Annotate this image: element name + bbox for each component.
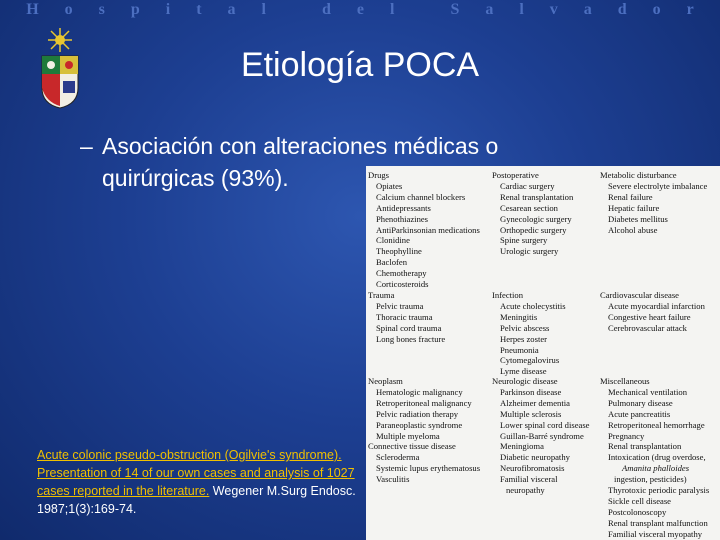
list-item: Familial visceral myopathy — [608, 528, 703, 539]
list-item: Postcolonoscopy — [608, 506, 667, 517]
section-header: Trauma — [368, 290, 395, 300]
list-item: Chemotherapy — [376, 268, 427, 279]
list-item: Cytomegalovirus — [500, 355, 560, 366]
list-item: Retroperitoneal hemorrhage — [608, 419, 705, 430]
list-item: Acute pancreatitis — [608, 408, 671, 419]
hospital-crest-logo — [36, 26, 84, 110]
hospital-header: Hospital del Salvador — [26, 1, 720, 18]
list-item: Pelvic trauma — [376, 300, 424, 311]
list-item: Meningitis — [500, 311, 538, 322]
list-item: Hepatic failure — [608, 202, 660, 213]
table-section-drugs — [368, 170, 480, 290]
list-item: Alzheimer dementia — [500, 397, 570, 408]
list-item: Lower spinal cord disease — [500, 419, 590, 430]
list-item: Alcohol abuse — [608, 224, 658, 235]
list-item: Intoxication (drug overdose, — [608, 452, 706, 463]
list-item: Severe electrolyte imbalance — [608, 180, 708, 191]
list-item: Lyme disease — [500, 366, 547, 377]
section-header: Neoplasm — [368, 376, 403, 386]
list-item: Familial visceral — [500, 474, 558, 485]
list-item: Spine surgery — [500, 235, 548, 246]
table-section-cardiovascular — [600, 290, 705, 334]
list-item: Cardiac surgery — [500, 180, 555, 191]
list-item: Meningioma — [500, 441, 544, 452]
table-section-misc — [600, 376, 709, 540]
list-item: Spinal cord trauma — [376, 322, 442, 333]
list-item: Herpes zoster — [500, 333, 548, 344]
section-header: Cardiovascular disease — [600, 290, 679, 300]
table-section-infection — [492, 290, 566, 377]
list-item: Urologic surgery — [500, 246, 559, 257]
list-item: Guillan-Barré syndrome — [500, 430, 584, 441]
list-item: Gynecologic surgery — [500, 213, 572, 224]
list-item: Amanita phalloides — [622, 463, 690, 474]
list-item: Cesarean section — [500, 202, 558, 213]
citation-link[interactable]: Acute colonic pseudo-obstruction (Ogilvie's syndrome). Presentation of 14 of our own cases and analysis of 1027 cases reported in the literature. — [37, 448, 355, 498]
list-item: Sickle cell disease — [608, 495, 671, 506]
list-item: Opiates — [376, 180, 403, 191]
list-item: Congestive heart failure — [608, 311, 691, 322]
list-item: Parkinson disease — [500, 386, 562, 397]
list-item: Pregnancy — [608, 430, 645, 441]
list-item: AntiParkinsonian medications — [376, 224, 480, 235]
section-header: Infection — [492, 290, 524, 300]
list-item: ingestion, pesticides) — [614, 474, 687, 485]
list-item: Antidepressants — [376, 202, 431, 213]
table-section-neurologic — [492, 376, 590, 496]
table-section-postoperative — [492, 170, 573, 257]
list-item: Theophylline — [376, 246, 422, 257]
list-item: Retroperitoneal malignancy — [376, 397, 472, 408]
list-item: Thoracic trauma — [376, 311, 433, 322]
list-item: Diabetes mellitus — [608, 213, 668, 224]
list-item: Thyrotoxic periodic paralysis — [608, 485, 710, 496]
list-item: Calcium channel blockers — [376, 191, 466, 202]
list-item: Neurofibromatosis — [500, 463, 565, 474]
slide-title: Etiología POCA — [240, 46, 480, 84]
table-section-trauma — [368, 290, 445, 345]
list-item: Pneumonia — [500, 344, 539, 355]
section-header: Connective tissue disease — [368, 441, 456, 452]
list-item: Renal failure — [608, 191, 653, 202]
list-item: Mechanical ventilation — [608, 386, 687, 397]
list-item: Pelvic radiation therapy — [376, 408, 459, 419]
citation-source: Wegener M.Surg Endosc. 1987;1(3):169-74. — [37, 484, 356, 516]
list-item: Long bones fracture — [376, 333, 446, 344]
list-item: Acute myocardial infarction — [608, 300, 705, 311]
list-item: Pelvic abscess — [500, 322, 550, 333]
list-item: Phenothiazines — [376, 213, 429, 224]
list-item: neuropathy — [506, 485, 545, 496]
list-item: Cerebrovascular attack — [608, 322, 687, 333]
section-header: Postoperative — [492, 170, 539, 180]
list-item: Systemic lupus erythematosus — [376, 463, 481, 474]
list-item: Multiple myeloma — [376, 430, 440, 441]
list-item: Orthopedic surgery — [500, 224, 567, 235]
list-item: Renal transplantation — [608, 441, 682, 452]
list-item: Acute cholecystitis — [500, 300, 566, 311]
section-header: Miscellaneous — [600, 376, 650, 386]
section-header: Neurologic disease — [492, 376, 558, 386]
list-item: Renal transplantation — [500, 191, 574, 202]
citation — [37, 446, 362, 518]
list-item: Multiple sclerosis — [500, 408, 562, 419]
list-item: Pulmonary disease — [608, 397, 673, 408]
table-section-metabolic — [600, 170, 707, 235]
etiology-table — [366, 166, 720, 540]
list-item: Baclofen — [376, 257, 408, 268]
list-item: Clonidine — [376, 235, 410, 246]
list-item: Vasculitis — [376, 474, 410, 485]
section-header: Drugs — [368, 170, 390, 180]
list-item: Paraneoplastic syndrome — [376, 419, 463, 430]
table-section-neoplasm — [368, 376, 480, 485]
section-header: Metabolic disturbance — [600, 170, 677, 180]
list-item: Hematologic malignancy — [376, 386, 463, 397]
bullet-text: Asociación con alteraciones médicas o quirúrgicas (93%). — [102, 133, 499, 191]
list-item: Renal transplant malfunction — [608, 517, 708, 528]
list-item: Diabetic neuropathy — [500, 452, 570, 463]
bullet-dash: – — [80, 133, 93, 159]
list-item: Corticosteroids — [376, 279, 429, 290]
list-item: Scleroderma — [376, 452, 420, 463]
